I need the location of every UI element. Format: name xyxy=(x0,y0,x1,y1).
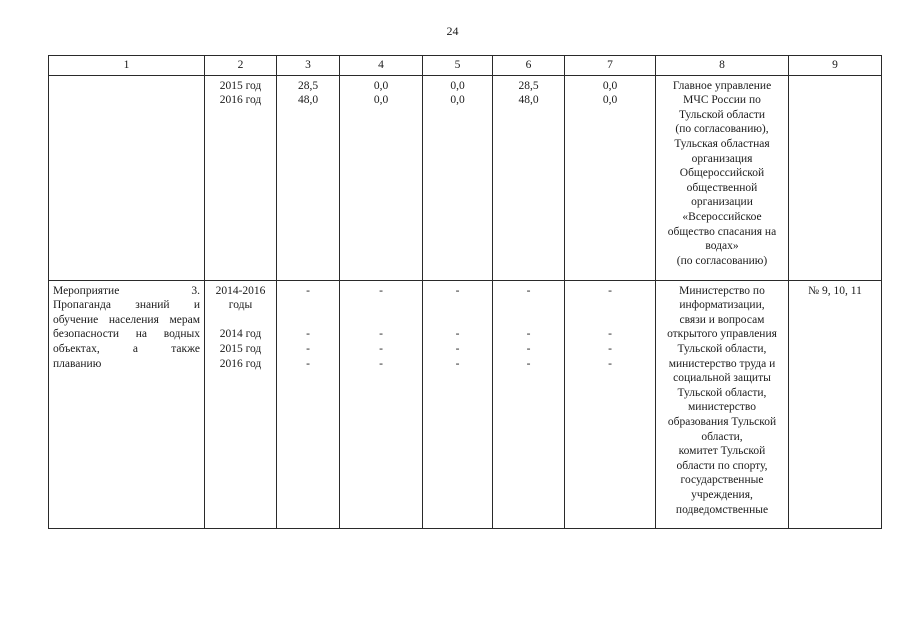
value-cell: - - - - xyxy=(423,280,493,528)
value-cell: 0,0 0,0 xyxy=(423,75,493,280)
column-numbers-row xyxy=(49,56,882,76)
column-number: 8 xyxy=(656,56,789,76)
column-number: 9 xyxy=(789,56,882,76)
executors-cell: Главное управление МЧС России по Тульской области (по согласованию), Тульская областная организация Общероссийской общественной организации «Всероссийское общество спасания на водах» (по согласованию) xyxy=(656,75,789,280)
value-cell: - - - - xyxy=(277,280,340,528)
value-cell: - - - - xyxy=(340,280,423,528)
period-cell: 2014-2016 годы 2014 год 2015 год 2016 год xyxy=(205,280,277,528)
value-cell: 28,5 48,0 xyxy=(277,75,340,280)
value-cell: - - - - xyxy=(565,280,656,528)
column-number: 4 xyxy=(340,56,423,76)
column-number: 6 xyxy=(493,56,565,76)
table-row xyxy=(49,75,882,280)
value-cell: 0,0 0,0 xyxy=(565,75,656,280)
value-cell: 0,0 0,0 xyxy=(340,75,423,280)
column-number: 1 xyxy=(49,56,205,76)
indicators-cell xyxy=(789,75,882,280)
table-row xyxy=(49,280,882,528)
page-number: 24 xyxy=(446,24,459,38)
column-number: 3 xyxy=(277,56,340,76)
indicators-cell: № 9, 10, 11 xyxy=(789,280,882,528)
activity-cell: Мероприятие 3. Пропаганда знаний и обучение населения мерам безопасности на водных объектах, а также плаванию xyxy=(49,280,205,528)
executors-cell: Министерство по информатизации, связи и вопросам открытого управления Тульской области, министерство труда и социальной защиты Тульской области, министерство образования Тульской области, комитет Тульской области по спорту, государственные учреждения, подведомственные xyxy=(656,280,789,528)
program-table xyxy=(48,55,882,529)
value-cell: 28,5 48,0 xyxy=(493,75,565,280)
column-number: 2 xyxy=(205,56,277,76)
value-cell: - - - - xyxy=(493,280,565,528)
column-number: 5 xyxy=(423,56,493,76)
column-number: 7 xyxy=(565,56,656,76)
activity-cell xyxy=(49,75,205,280)
year-cell: 2015 год 2016 год xyxy=(205,75,277,280)
